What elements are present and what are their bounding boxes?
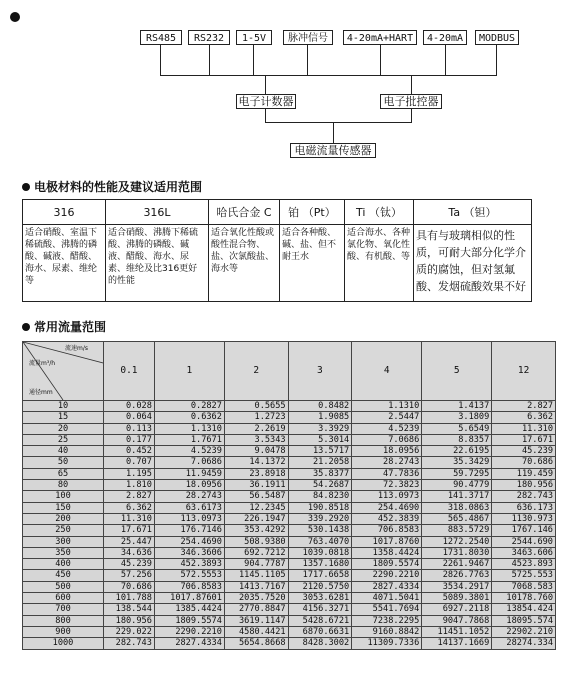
flow-cell: 5089.3801	[422, 593, 492, 604]
flow-cell: 3619.1147	[224, 615, 288, 626]
flow-cell: 706.8583	[352, 525, 422, 536]
flow-cell: 7238.2295	[352, 615, 422, 626]
flow-cell: 282.743	[104, 638, 155, 649]
flow-cell: 636.173	[492, 502, 556, 513]
connector	[160, 45, 161, 75]
flow-cell: 254.4690	[154, 536, 224, 547]
connector	[496, 45, 497, 75]
table-row	[23, 513, 556, 524]
connector	[160, 75, 497, 76]
flow-cell: 7.0686	[154, 457, 224, 468]
flow-cell: 11451.1052	[422, 626, 492, 637]
flow-cell: 226.1947	[224, 513, 288, 524]
flow-cell: 2290.2210	[352, 570, 422, 581]
flow-cell: 1039.0818	[288, 547, 352, 558]
table-row	[23, 525, 556, 536]
velocity-header: 1	[154, 342, 224, 401]
diameter-cell: 400	[23, 559, 104, 570]
velocity-header: 0.1	[104, 342, 155, 401]
flow-cell: 138.544	[104, 604, 155, 615]
flow-cell: 45.239	[104, 559, 155, 570]
corner-header	[23, 342, 104, 401]
flow-cell: 180.956	[104, 615, 155, 626]
counter-box: 电子计数器	[236, 94, 296, 109]
corner-velocity: 流速m/s	[65, 345, 88, 352]
flow-cell: 7068.583	[492, 581, 556, 592]
material-header: 铂 （Pt）	[280, 200, 345, 225]
flow-cell: 8.8357	[422, 434, 492, 445]
flow-cell: 2.827	[492, 401, 556, 412]
signal-pulse: 脉冲信号	[283, 30, 333, 45]
flow-cell: 54.2687	[288, 480, 352, 491]
flow-cell: 0.113	[104, 423, 155, 434]
flow-cell: 113.0973	[352, 491, 422, 502]
flow-cell: 2290.2210	[154, 626, 224, 637]
flow-cell: 3053.6281	[288, 593, 352, 604]
flow-cell: 119.459	[492, 468, 556, 479]
flow-cell: 692.7212	[224, 547, 288, 558]
flow-cell: 1.1310	[352, 401, 422, 412]
flow-cell: 4071.5041	[352, 593, 422, 604]
table-row	[23, 480, 556, 491]
flow-cell: 6.362	[104, 502, 155, 513]
flow-cell: 84.8230	[288, 491, 352, 502]
flow-cell: 13854.424	[492, 604, 556, 615]
table-row	[23, 626, 556, 637]
table-row	[23, 491, 556, 502]
table-row	[23, 423, 556, 434]
flow-cell: 176.7146	[154, 525, 224, 536]
flow-cell: 2827.4334	[154, 638, 224, 649]
material-desc: 适合氧化性酸或酸性混合物、盐、次氯酸盐、海水等	[209, 225, 280, 302]
flow-cell: 3.1809	[422, 412, 492, 423]
materials-table	[22, 199, 532, 302]
table-row	[23, 457, 556, 468]
connector	[411, 109, 412, 123]
flow-cell: 90.4779	[422, 480, 492, 491]
diameter-cell: 300	[23, 536, 104, 547]
flow-cell: 572.5553	[154, 570, 224, 581]
flow-cell: 2544.690	[492, 536, 556, 547]
diameter-cell: 40	[23, 446, 104, 457]
table-row	[23, 615, 556, 626]
flow-cell: 1.2723	[224, 412, 288, 423]
sensor-box: 电磁流量传感器	[290, 143, 376, 158]
flow-cell: 141.3717	[422, 491, 492, 502]
table-row	[23, 581, 556, 592]
table-row	[23, 468, 556, 479]
flow-cell: 346.3606	[154, 547, 224, 558]
flow-cell: 23.8918	[224, 468, 288, 479]
flow-cell: 508.9380	[224, 536, 288, 547]
connector	[209, 45, 210, 75]
flow-cell: 5725.553	[492, 570, 556, 581]
flow-cell: 2770.8847	[224, 604, 288, 615]
flow-cell: 180.956	[492, 480, 556, 491]
flow-cell: 0.2827	[154, 401, 224, 412]
flow-cell: 1717.6658	[288, 570, 352, 581]
flow-cell: 1809.5574	[352, 559, 422, 570]
table-row	[23, 446, 556, 457]
flow-cell: 11.9459	[154, 468, 224, 479]
materials-title: 电极材料的性能及建议适用范围	[34, 180, 203, 194]
flow-cell: 2.5447	[352, 412, 422, 423]
flow-cell: 0.6362	[154, 412, 224, 423]
flow-cell: 0.028	[104, 401, 155, 412]
flow-cell: 1809.5574	[154, 615, 224, 626]
table-row	[23, 536, 556, 547]
material-desc: 具有与玻璃相似的性质，可耐大部分化学介质的腐蚀，但对氢氟酸、发烟硫酸效果不好	[414, 225, 532, 302]
flow-cell: 11.310	[104, 513, 155, 524]
flow-cell: 452.3893	[154, 559, 224, 570]
flow-cell: 2261.9467	[422, 559, 492, 570]
signal-rs232: RS232	[188, 30, 230, 45]
flow-cell: 5.3014	[288, 434, 352, 445]
velocity-header: 5	[422, 342, 492, 401]
table-row	[23, 593, 556, 604]
flow-cell: 1017.87601	[154, 593, 224, 604]
velocity-header: 4	[352, 342, 422, 401]
connector	[307, 45, 308, 75]
table-row	[23, 570, 556, 581]
flow-cell: 4.5239	[352, 423, 422, 434]
flow-cell: 11.310	[492, 423, 556, 434]
signal-4-20ma-hart: 4-20mA+HART	[343, 30, 417, 45]
diameter-cell: 600	[23, 593, 104, 604]
flow-cell: 1358.4424	[352, 547, 422, 558]
flow-cell: 5654.8668	[224, 638, 288, 649]
flow-cell: 1731.8030	[422, 547, 492, 558]
table-row	[23, 547, 556, 558]
flow-cell: 5428.6721	[288, 615, 352, 626]
top-bullet	[10, 12, 20, 22]
flow-cell: 2035.7520	[224, 593, 288, 604]
diameter-cell: 450	[23, 570, 104, 581]
flow-cell: 1767.146	[492, 525, 556, 536]
flow-cell: 1385.4424	[154, 604, 224, 615]
flow-title: 常用流量范围	[34, 320, 107, 334]
flow-cell: 1413.7167	[224, 581, 288, 592]
flow-cell: 904.7787	[224, 559, 288, 570]
diameter-cell: 25	[23, 434, 104, 445]
flow-cell: 34.636	[104, 547, 155, 558]
flow-cell: 0.064	[104, 412, 155, 423]
diameter-cell: 80	[23, 480, 104, 491]
flow-cell: 4.5239	[154, 446, 224, 457]
diameter-cell: 800	[23, 615, 104, 626]
flow-cell: 6870.6631	[288, 626, 352, 637]
diameter-cell: 15	[23, 412, 104, 423]
flow-cell: 3534.2917	[422, 581, 492, 592]
flow-cell: 2827.4334	[352, 581, 422, 592]
flow-cell: 70.686	[492, 457, 556, 468]
diameter-cell: 500	[23, 581, 104, 592]
flow-cell: 1.810	[104, 480, 155, 491]
flow-cell: 101.788	[104, 593, 155, 604]
section-bullet	[22, 323, 30, 331]
flow-cell: 3463.606	[492, 547, 556, 558]
flow-cell: 25.447	[104, 536, 155, 547]
flow-cell: 883.5729	[422, 525, 492, 536]
material-desc: 适合硝酸、沸腾下稀硫酸、沸腾的磷酸、碱液、醋酸、海水、尿素、维纶及比316更好的性能	[106, 225, 209, 302]
flow-cell: 35.3429	[422, 457, 492, 468]
corner-diameter: 通径mm	[29, 389, 53, 396]
flow-cell: 57.256	[104, 570, 155, 581]
flow-cell: 47.7836	[352, 468, 422, 479]
table-row	[23, 434, 556, 445]
flow-cell: 2826.7763	[422, 570, 492, 581]
controller-box: 电子批控器	[380, 94, 442, 109]
flow-cell: 1.1310	[154, 423, 224, 434]
material-header: 哈氏合金 C	[209, 200, 280, 225]
material-desc: 适合各种酸、碱、盐、但不耐王水	[280, 225, 345, 302]
table-row	[23, 604, 556, 615]
material-desc: 适合硝酸、室温下稀硫酸、沸腾的磷酸、碱液、醋酸、海水、尿素、维纶等	[23, 225, 106, 302]
velocity-header: 2	[224, 342, 288, 401]
connector	[380, 45, 381, 75]
diameter-cell: 350	[23, 547, 104, 558]
flow-cell: 0.8482	[288, 401, 352, 412]
flow-cell: 254.4690	[352, 502, 422, 513]
diameter-cell: 100	[23, 491, 104, 502]
flow-cell: 7.0686	[352, 434, 422, 445]
flow-cell: 12.2345	[224, 502, 288, 513]
flow-cell: 339.2920	[288, 513, 352, 524]
diameter-cell: 65	[23, 468, 104, 479]
diameter-cell: 700	[23, 604, 104, 615]
connector	[411, 75, 412, 94]
flow-cell: 13.5717	[288, 446, 352, 457]
flow-cell: 28.2743	[154, 491, 224, 502]
flow-cell: 190.8518	[288, 502, 352, 513]
velocity-header: 12	[492, 342, 556, 401]
flow-cell: 63.6173	[154, 502, 224, 513]
flow-cell: 9160.8842	[352, 626, 422, 637]
flow-cell: 9047.7868	[422, 615, 492, 626]
flow-cell: 1017.8760	[352, 536, 422, 547]
material-header: 316L	[106, 200, 209, 225]
material-header: Ta （钽）	[414, 200, 532, 225]
diameter-cell: 50	[23, 457, 104, 468]
flow-cell: 2120.5750	[288, 581, 352, 592]
flow-cell: 5.6549	[422, 423, 492, 434]
connector	[445, 45, 446, 75]
flow-cell: 229.022	[104, 626, 155, 637]
flow-cell: 8428.3002	[288, 638, 352, 649]
flow-cell: 59.7295	[422, 468, 492, 479]
diameter-cell: 1000	[23, 638, 104, 649]
flow-cell: 36.1911	[224, 480, 288, 491]
flow-cell: 706.8583	[154, 581, 224, 592]
flow-cell: 21.2058	[288, 457, 352, 468]
flow-cell: 9.0478	[224, 446, 288, 457]
flow-cell: 4580.4421	[224, 626, 288, 637]
flow-cell: 72.3823	[352, 480, 422, 491]
signal-4-20ma: 4-20mA	[423, 30, 467, 45]
diameter-cell: 250	[23, 525, 104, 536]
connector	[265, 122, 412, 123]
flow-cell: 3.3929	[288, 423, 352, 434]
flow-cell: 113.0973	[154, 513, 224, 524]
flow-cell: 11309.7336	[352, 638, 422, 649]
connector	[265, 109, 266, 123]
flow-cell: 18095.574	[492, 615, 556, 626]
flow-cell: 70.686	[104, 581, 155, 592]
flow-cell: 1.7671	[154, 434, 224, 445]
flow-cell: 18.0956	[154, 480, 224, 491]
flow-cell: 28274.334	[492, 638, 556, 649]
flow-cell: 318.0863	[422, 502, 492, 513]
table-row	[23, 559, 556, 570]
velocity-header: 3	[288, 342, 352, 401]
flow-cell: 22902.210	[492, 626, 556, 637]
flow-cell: 22.6195	[422, 446, 492, 457]
flow-cell: 56.5487	[224, 491, 288, 502]
flow-cell: 5541.7694	[352, 604, 422, 615]
flow-cell: 45.239	[492, 446, 556, 457]
corner-flow: 流量m³/h	[29, 360, 56, 367]
flow-cell: 452.3839	[352, 513, 422, 524]
connector	[265, 75, 266, 94]
flow-cell: 17.671	[492, 434, 556, 445]
flow-cell: 1.4137	[422, 401, 492, 412]
flow-cell: 35.8377	[288, 468, 352, 479]
flow-cell: 2.2619	[224, 423, 288, 434]
flow-cell: 530.1438	[288, 525, 352, 536]
flow-cell: 6.362	[492, 412, 556, 423]
flow-cell: 282.743	[492, 491, 556, 502]
flow-cell: 6927.2118	[422, 604, 492, 615]
flow-cell: 0.452	[104, 446, 155, 457]
material-header: 316	[23, 200, 106, 225]
flow-table	[22, 341, 556, 650]
diameter-cell: 150	[23, 502, 104, 513]
flow-cell: 10178.760	[492, 593, 556, 604]
signal-rs485: RS485	[140, 30, 182, 45]
flow-cell: 4156.3271	[288, 604, 352, 615]
material-header: Ti （钛）	[345, 200, 414, 225]
table-row	[23, 502, 556, 513]
flow-cell: 1272.2540	[422, 536, 492, 547]
flow-cell: 3.5343	[224, 434, 288, 445]
flow-cell: 1.9085	[288, 412, 352, 423]
flow-cell: 4523.893	[492, 559, 556, 570]
flow-cell: 1145.1105	[224, 570, 288, 581]
flow-cell: 1.195	[104, 468, 155, 479]
flow-cell: 14137.1669	[422, 638, 492, 649]
table-row	[23, 638, 556, 649]
table-row	[23, 401, 556, 412]
flow-cell: 353.4292	[224, 525, 288, 536]
flow-cell: 1130.973	[492, 513, 556, 524]
signal-modbus: MODBUS	[475, 30, 519, 45]
flow-cell: 565.4867	[422, 513, 492, 524]
diameter-cell: 10	[23, 401, 104, 412]
signal-1-5v: 1-5V	[236, 30, 272, 45]
flow-cell: 0.177	[104, 434, 155, 445]
table-row	[23, 412, 556, 423]
diameter-cell: 200	[23, 513, 104, 524]
flow-cell: 2.827	[104, 491, 155, 502]
section-bullet	[22, 183, 30, 191]
flow-cell: 18.0956	[352, 446, 422, 457]
flow-cell: 17.671	[104, 525, 155, 536]
flow-cell: 0.707	[104, 457, 155, 468]
diameter-cell: 20	[23, 423, 104, 434]
flow-cell: 28.2743	[352, 457, 422, 468]
connector	[253, 45, 254, 75]
flow-cell: 1357.1680	[288, 559, 352, 570]
flow-cell: 14.1372	[224, 457, 288, 468]
connector	[333, 122, 334, 143]
diameter-cell: 900	[23, 626, 104, 637]
flow-cell: 0.5655	[224, 401, 288, 412]
material-desc: 适合海水、各种氯化物、氧化性酸、有机酸、等	[345, 225, 414, 302]
flow-cell: 763.4070	[288, 536, 352, 547]
